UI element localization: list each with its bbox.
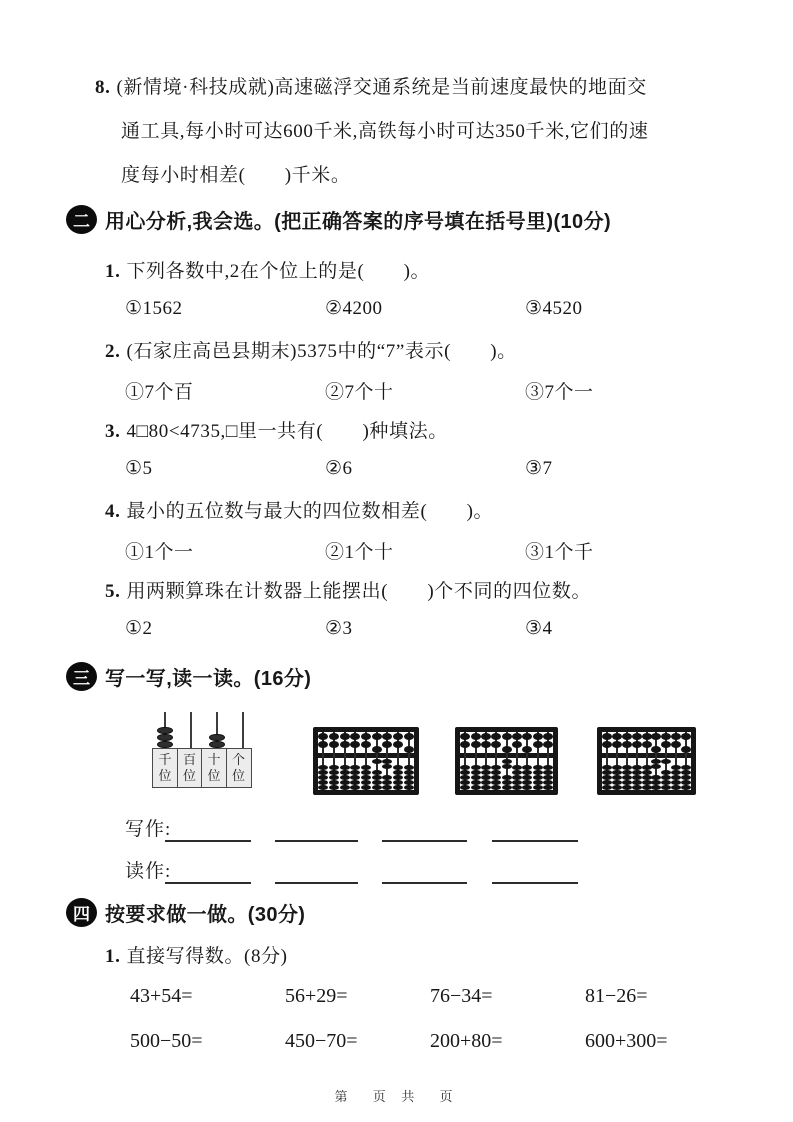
abacus-bead: [533, 770, 543, 775]
abacus-bead: [681, 746, 691, 753]
abacus-bead: [522, 746, 532, 753]
abacus-bead: [404, 775, 414, 780]
abacus-bead: [382, 785, 392, 790]
abacus-bead: [543, 770, 553, 775]
abacus-bead: [340, 765, 350, 770]
abacus-bead: [481, 775, 491, 780]
abacus-bead: [393, 785, 403, 790]
abacus-bead: [612, 785, 622, 790]
section-2-title: 用心分析,我会选。(把正确答案的序号填在括号里)(10分): [105, 210, 612, 233]
counter-label: 十位: [207, 752, 221, 783]
abacus-bead: [522, 733, 532, 740]
abacus-bead: [460, 741, 470, 748]
problem: 500−50=: [130, 1030, 203, 1052]
abacus-bead: [318, 780, 328, 785]
section-3-header: [66, 661, 311, 691]
abacus-bead: [622, 770, 632, 775]
abacus-bead: [491, 733, 501, 740]
counter-box-ones: [226, 748, 252, 788]
counter-label: 千位: [158, 752, 172, 783]
abacus-bead: [612, 775, 622, 780]
abacus-bead: [382, 775, 392, 780]
abacus-bead: [382, 764, 392, 769]
abacus-bead: [543, 741, 553, 748]
abacus-bead: [671, 770, 681, 775]
abacus-bead: [632, 785, 642, 790]
abacus-bead: [671, 785, 681, 790]
abacus-bead: [632, 765, 642, 770]
abacus-bead: [404, 785, 414, 790]
abacus-bead: [329, 775, 339, 780]
abacus-bead: [340, 775, 350, 780]
abacus-bead: [460, 775, 470, 780]
counter-box-thousands: [152, 748, 178, 788]
abacus-bead: [404, 733, 414, 740]
abacus-bead: [491, 770, 501, 775]
question-3: [105, 416, 448, 443]
problem: 81−26=: [585, 985, 648, 1007]
abacus-bead: [612, 780, 622, 785]
question-3-number: 3.: [105, 421, 121, 442]
counter-label: 百位: [182, 752, 196, 783]
abacus-bead: [642, 765, 652, 770]
abacus-bead: [502, 785, 512, 790]
abacus-bead: [512, 785, 522, 790]
abacus-bead: [350, 780, 360, 785]
abacus-bead: [318, 733, 328, 740]
abacus-bead: [602, 770, 612, 775]
abacus-bead: [372, 775, 382, 780]
question-5: [105, 576, 591, 603]
abacus-bead: [622, 775, 632, 780]
abacus-bead: [602, 741, 612, 748]
abacus-bead: [372, 780, 382, 785]
problem: 600+300=: [585, 1030, 668, 1052]
abacus-bead: [404, 746, 414, 753]
abacus-bead: [471, 775, 481, 780]
option-1: ①7个百: [125, 382, 194, 403]
abacus-bead: [632, 733, 642, 740]
abacus-bead: [340, 733, 350, 740]
counter-bead: [209, 741, 225, 748]
abacus-bead: [651, 733, 661, 740]
abacus-bead: [350, 765, 360, 770]
abacus-bead: [642, 775, 652, 780]
section-4-title: 按要求做一做。(30分): [105, 903, 306, 926]
abacus-bead: [471, 733, 481, 740]
question-5-options: [0, 617, 793, 643]
abacus-bead: [350, 741, 360, 748]
sub-question-number: 1.: [105, 946, 121, 967]
page-footer: 第 页 共 页: [334, 1089, 459, 1104]
abacus-bead: [681, 770, 691, 775]
abacus-bead: [522, 770, 532, 775]
abacus-3: [597, 727, 696, 795]
abacus-bead: [512, 741, 522, 748]
abacus-bead: [340, 741, 350, 748]
abacus-bead: [481, 770, 491, 775]
problem: 43+54=: [130, 985, 193, 1007]
abacus-bead: [382, 741, 392, 748]
section-4-sub-1: [105, 941, 288, 968]
abacus-bead: [340, 785, 350, 790]
abacus-bead: [350, 770, 360, 775]
abacus-bead: [372, 746, 382, 753]
abacus-bead: [681, 765, 691, 770]
option-3: ③7个一: [525, 382, 594, 403]
abacus-bead: [350, 733, 360, 740]
abacus-bead: [651, 746, 661, 753]
abacus-bead: [612, 733, 622, 740]
abacus-bead: [382, 780, 392, 785]
abacus-bead: [543, 733, 553, 740]
abacus-bead: [671, 765, 681, 770]
abacus-bead: [460, 780, 470, 785]
abacus-bead: [622, 741, 632, 748]
abacus-bead: [460, 770, 470, 775]
abacus-bead: [372, 733, 382, 740]
abacus-bead: [632, 741, 642, 748]
problem: 76−34=: [430, 985, 493, 1007]
read-blank-4: [492, 882, 578, 884]
option-1: ①2: [125, 618, 153, 639]
abacus-bead: [329, 741, 339, 748]
option-1: ①1562: [125, 298, 183, 319]
question-5-number: 5.: [105, 581, 121, 602]
abacus-bead: [481, 765, 491, 770]
abacus-bead: [491, 775, 501, 780]
abacus-bead: [404, 770, 414, 775]
counter-box-tens: [201, 748, 227, 788]
section-4-icon: 四: [66, 898, 97, 927]
abacus-bead: [361, 765, 371, 770]
abacus-bead: [602, 780, 612, 785]
abacus-bead: [681, 733, 691, 740]
question-8-text-1: (新情境·科技成就)高速磁浮交通系统是当前速度最快的地面交: [116, 77, 647, 98]
abacus-bead: [471, 770, 481, 775]
abacus-bead: [404, 780, 414, 785]
question-3-options: [0, 457, 793, 483]
abacus-bead: [491, 785, 501, 790]
abacus-bead: [661, 770, 671, 775]
write-blank-3: [382, 840, 467, 842]
abacus-bead: [372, 770, 382, 775]
abacus-bead: [329, 765, 339, 770]
abacus-bead: [661, 741, 671, 748]
abacus-bead: [661, 785, 671, 790]
write-blank-1: [165, 840, 251, 842]
problem: 200+80=: [430, 1030, 503, 1052]
section-4-header: [66, 897, 305, 927]
abacus-bead: [361, 733, 371, 740]
counter-bead: [157, 734, 173, 741]
abacus-bead: [393, 733, 403, 740]
abacus-bead: [612, 741, 622, 748]
abacus-bead: [612, 765, 622, 770]
abacus-bead: [522, 775, 532, 780]
counter-label: 个位: [231, 752, 245, 783]
problem: 56+29=: [285, 985, 348, 1007]
abacus-bead: [460, 785, 470, 790]
abacus-bead: [372, 759, 382, 764]
abacus-bead: [533, 741, 543, 748]
abacus-bead: [382, 733, 392, 740]
abacus-bead: [502, 780, 512, 785]
abacus-bead: [522, 780, 532, 785]
abacus-bead: [460, 733, 470, 740]
abacus-bead: [622, 780, 632, 785]
option-1: ①1个一: [125, 542, 194, 563]
option-2: ②4200: [325, 298, 383, 319]
abacus-bead: [471, 765, 481, 770]
calc-row-2: [0, 1030, 793, 1056]
abacus-bead: [318, 741, 328, 748]
counter-rod: [190, 712, 192, 748]
counter-bead: [157, 727, 173, 734]
abacus-bead: [533, 765, 543, 770]
abacus-bead: [642, 780, 652, 785]
abacus-bead: [533, 780, 543, 785]
abacus-bead: [340, 770, 350, 775]
abacus-bead: [681, 775, 691, 780]
option-3: ③4: [525, 618, 553, 639]
abacus-bead: [491, 780, 501, 785]
option-2: ②3: [325, 618, 353, 639]
option-3: ③4520: [525, 298, 583, 319]
read-blank-2: [275, 882, 358, 884]
abacus-bead: [512, 765, 522, 770]
abacus-bead: [350, 785, 360, 790]
abacus-bead: [642, 733, 652, 740]
abacus-bead: [681, 785, 691, 790]
question-1: [105, 256, 430, 283]
abacus-bead: [622, 765, 632, 770]
abacus-bead: [602, 775, 612, 780]
abacus-bead: [661, 775, 671, 780]
calc-row-1: [0, 985, 793, 1011]
abacus-bead: [671, 733, 681, 740]
section-3-icon: 三: [66, 662, 97, 691]
write-label: 写作:: [125, 819, 172, 840]
option-2: ②1个十: [325, 542, 394, 563]
question-8-line-3: 度每小时相差( )千米。: [121, 165, 351, 186]
question-4: [105, 496, 493, 523]
abacus-bead: [632, 770, 642, 775]
abacus-bead: [602, 733, 612, 740]
abacus-bead: [460, 765, 470, 770]
abacus-bead: [329, 780, 339, 785]
question-1-number: 1.: [105, 261, 121, 282]
abacus-bead: [318, 775, 328, 780]
abacus-bead: [481, 733, 491, 740]
write-blank-2: [275, 840, 358, 842]
abacus-bead: [622, 733, 632, 740]
question-4-text: 最小的五位数与最大的四位数相差( )。: [126, 501, 494, 522]
abacus-bead: [512, 780, 522, 785]
abacus-bead: [361, 780, 371, 785]
abacus-bead: [393, 765, 403, 770]
section-2-icon: 二: [66, 205, 97, 234]
abacus-bead: [642, 741, 652, 748]
abacus-bead: [502, 746, 512, 753]
read-label: 读作:: [125, 861, 172, 882]
abacus-bead: [671, 775, 681, 780]
abacus-bead: [502, 775, 512, 780]
abacus-bead: [661, 733, 671, 740]
abacus-bead: [471, 785, 481, 790]
abacus-bead: [361, 775, 371, 780]
abacus-bead: [681, 780, 691, 785]
abacus-bead: [651, 764, 661, 769]
option-3: ③7: [525, 458, 553, 479]
abacus-1: [313, 727, 419, 795]
option-2: ②6: [325, 458, 353, 479]
abacus-bead: [404, 765, 414, 770]
question-2-text: (石家庄高邑县期末)5375中的“7”表示( )。: [126, 341, 517, 362]
abacus-bead: [481, 741, 491, 748]
section-3-title: 写一写,读一读。(16分): [105, 667, 312, 690]
abacus-bead: [661, 759, 671, 764]
abacus-bead: [329, 785, 339, 790]
abacus-bead: [393, 775, 403, 780]
question-4-number: 4.: [105, 501, 121, 522]
abacus-bead: [543, 780, 553, 785]
abacus-bead: [522, 765, 532, 770]
question-2-number: 2.: [105, 341, 121, 362]
abacus-bead: [543, 785, 553, 790]
abacus-bead: [651, 785, 661, 790]
abacus-bead: [329, 770, 339, 775]
abacus-bead: [491, 765, 501, 770]
abacus-bead: [632, 775, 642, 780]
abacus-bead: [533, 775, 543, 780]
question-3-text: 4□80<4735,□里一共有( )种填法。: [126, 421, 448, 442]
question-8-line-2: 通工具,每小时可达600千米,高铁每小时可达350千米,它们的速: [121, 121, 649, 142]
abacus-bead: [622, 785, 632, 790]
question-2: [105, 336, 517, 363]
abacus-bead: [651, 775, 661, 780]
question-8-line-1: [95, 72, 647, 99]
abacus-bead: [329, 733, 339, 740]
abacus-bead: [671, 780, 681, 785]
abacus-bead: [612, 770, 622, 775]
abacus-bead: [361, 741, 371, 748]
write-blank-4: [492, 840, 578, 842]
abacus-bead: [522, 785, 532, 790]
read-blank-1: [165, 882, 251, 884]
abacus-bead: [642, 770, 652, 775]
abacus-bead: [502, 733, 512, 740]
abacus-bead: [512, 775, 522, 780]
abacus-bead: [471, 780, 481, 785]
section-2-header: [66, 204, 611, 234]
abacus-bead: [512, 733, 522, 740]
question-4-options: [0, 537, 793, 563]
abacus-bead: [361, 770, 371, 775]
abacus-bead: [661, 780, 671, 785]
abacus-bead: [471, 741, 481, 748]
problem: 450−70=: [285, 1030, 358, 1052]
counter-rod: [242, 712, 244, 748]
question-8-number: 8.: [95, 77, 111, 98]
abacus-bead: [393, 741, 403, 748]
abacus-bead: [393, 770, 403, 775]
place-value-counter: [152, 710, 256, 788]
question-1-text: 下列各数中,2在个位上的是( )。: [126, 261, 431, 282]
abacus-bead: [393, 780, 403, 785]
abacus-bead: [512, 770, 522, 775]
option-1: ①5: [125, 458, 153, 479]
abacus-bead: [533, 733, 543, 740]
abacus-bead: [350, 775, 360, 780]
abacus-bead: [602, 765, 612, 770]
abacus-bead: [372, 785, 382, 790]
read-blank-3: [382, 882, 467, 884]
abacus-bead: [481, 780, 491, 785]
option-2: ②7个十: [325, 382, 394, 403]
option-3: ③1个千: [525, 542, 594, 563]
abacus-bead: [543, 765, 553, 770]
counter-box-hundreds: [177, 748, 203, 788]
abacus-bead: [671, 741, 681, 748]
question-2-options: [0, 377, 793, 403]
question-5-text: 用两颗算珠在计数器上能摆出( )个不同的四位数。: [126, 581, 592, 602]
abacus-bead: [502, 764, 512, 769]
abacus-bead: [543, 775, 553, 780]
abacus-bead: [642, 785, 652, 790]
abacus-bead: [602, 785, 612, 790]
abacus-bead: [318, 785, 328, 790]
counter-bead: [157, 741, 173, 748]
question-1-options: [0, 297, 793, 323]
abacus-2: [455, 727, 558, 795]
counter-boxes: [152, 748, 252, 788]
abacus-bead: [651, 780, 661, 785]
abacus-bead: [491, 741, 501, 748]
abacus-bead: [533, 785, 543, 790]
abacus-bead: [318, 765, 328, 770]
abacus-bead: [340, 780, 350, 785]
counter-bead: [209, 734, 225, 741]
abacus-bead: [318, 770, 328, 775]
abacus-bead: [632, 780, 642, 785]
abacus-bead: [481, 785, 491, 790]
abacus-bead: [361, 785, 371, 790]
sub-question-text: 直接写得数。(8分): [126, 946, 288, 967]
